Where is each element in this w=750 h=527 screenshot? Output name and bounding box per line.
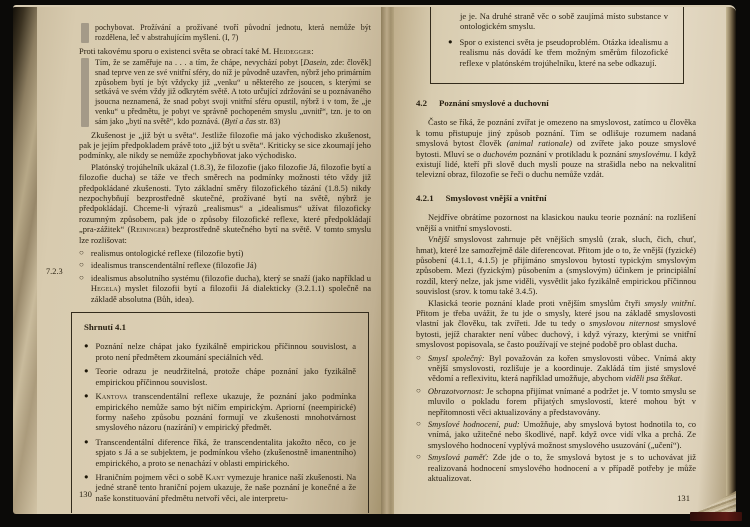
circle-bullet-icon: ○ xyxy=(416,419,421,428)
book-cover-edge xyxy=(690,512,742,521)
senses-list xyxy=(416,353,696,484)
page-edge-stack-right xyxy=(726,7,736,514)
list-item-text: Smyslové hodnocení, pud: Umožňuje, aby smyslová bytost hodnotila to, co vnímá, jako užitečné nebo škodlivé, např. když ovce vidí vlka a prchá. Ze smyslového hodnocení vyplývá možnost smyslového usuzování („učení“). xyxy=(427,419,696,450)
paragraph-heidegger-intro: Proti takovému sporu o existenci světa se obrací také M. Heidegger: xyxy=(79,45,314,56)
circle-bullet-icon: ○ xyxy=(416,385,421,395)
summary-continued-text: je je. Na druhé straně věc o sobě zaujímá místo substance v ontologickém smyslu. xyxy=(460,11,668,32)
summary-bullet-text: Transcendentální diference říká, že transcendentalita jakožto něco, co je spjato s Já a se subjektem, je podmínkou všeho (zkušenostně imanentního) empirického, a proto se nenachází v oblasti empirického. xyxy=(95,436,356,468)
left-page xyxy=(37,7,381,514)
list-item-text: Obrazotvornost: Je schopna přijímat vnímané a podržet je. V tomto smyslu se mluvilo o pokladu forem přijatých smyslovostí, které mohou být v nepřítomnosti věci aktualizovány a představovány. xyxy=(427,385,696,417)
margin-note: 7.2.3 xyxy=(46,267,63,276)
list-item xyxy=(79,260,371,270)
section-number: 4.2.1 xyxy=(416,192,434,203)
list-item-text: idealismus absolutního systému (filozofie ducha), který se snaží (jako například u Hegela) myslet filozofii bytí a filozofii Já dialekticky (3.2.1.1) společně na základě absolutna (Bůh, idea). xyxy=(90,272,371,304)
heidegger-quote-block xyxy=(81,58,371,127)
list-item xyxy=(79,273,371,304)
bullet-icon: ● xyxy=(84,471,89,481)
circle-bullet-icon: ○ xyxy=(416,352,421,362)
paragraph-vnejsi: Vnější smyslovost zahrnuje pět vnějších smyslů (zrak, sluch, čich, chuť, hmat), které lze samozřejmě dále diferencovat. Přitom jde o to, že vnější (fyzické) působení (4.1.1, 4.1.5) je přijímáno smyslovou bytostí typickým smyslovým způsobem. Mezi (fyzickým) působením a (smyslovým) účinkem je principiální rozdíl, který nelze, jak jsme viděli, vysvětlit jako fyzikálně empirickou příčinnou souvislost (srov. k tomu také 3.4.5). xyxy=(416,234,696,297)
list-item xyxy=(79,248,371,258)
circle-bullet-icon: ○ xyxy=(79,248,84,258)
summary-box-continued xyxy=(430,7,684,84)
summary-bullet-text: Hraničním pojmem věci o sobě Kant vymezuje hranice naší zkušenosti. Na jedné straně tento hraniční pojem ukazuje, že naše poznání je konečné a že naše konstituování předmětu netvoří věci, ale interpretu- xyxy=(95,471,356,503)
summary-bullet xyxy=(84,437,356,468)
summary-box-title: Shrnutí 4.1 xyxy=(84,322,127,333)
section-heading-4-2 xyxy=(416,98,696,108)
circle-bullet-icon: ○ xyxy=(416,452,421,462)
summary-bullet xyxy=(84,391,356,433)
summary-bullet xyxy=(84,472,356,503)
summary-bullet-text: Spor o existenci světa je pseudoproblém. Otázka idealismu a realismu nás dovádí ke třem možným směrům filozofické reflexe v platónském trojúhelníku, které na sebe odkazují. xyxy=(459,36,668,68)
section-title: Smyslovost vnější a vnitřní xyxy=(445,192,547,203)
section-title: Poznání smyslové a duchovní xyxy=(439,98,549,109)
paragraph-zkusenost: Zkušenost je „již být u světa“. Jestliže filozofie má jako východisko zkušenost, pak je jejím předpokladem právě toto „již být u světa“. Kriticky se sice zkoumají jeho podmínky, ale nikdy se nemůže zpochybňovat jako východisko. xyxy=(79,129,371,161)
list-item xyxy=(416,353,696,384)
reflexe-list xyxy=(79,248,371,304)
summary-bullet xyxy=(84,341,356,362)
list-item-text: Smysl společný: Byl považován za kořen smyslovosti vůbec. Vnímá akty vnější smyslovosti, rozlišuje je a koordinuje. Zakládá tím jisté smyslové vědomí a reflexivitu, která například umožňuje, abychom viděli psa štěkat. xyxy=(427,352,696,384)
paragraph-platonsky: Platónský trojúhelník ukázal (1.8.3), že filozofie (jako filozofie Já, filozofie bytí a filozofie ducha) se táže ve třech směrech na podmínky možnosti této vždy již předpokládané zkušenosti. Tyto základní směry filozofického tázání (1.8.5) nikdy nezpochybňují bezprostředně skutečné, prožívané bytí na světě, nýbrž je předpokládají. Chceme-li výrazů „realismus“ a „idealismus“ užívat filozoficky rozumným způsobem, pak jde o způsoby filozofické reflexe, které předpokládají „pra-zážitek“ (Reininger) bezprostředně skutečného bytí na světě. V tomto smyslu lze rozlišovat: xyxy=(79,161,371,245)
quote-text: pochybovat. Prožívání a prožívané tvoří původní jednotu, která nemůže být rozdělena, leč v abstrahujícím myšlení. (I, 7) xyxy=(95,23,371,42)
list-item xyxy=(416,452,696,483)
list-item-text: idealismus transcendentální reflexe (filozofie Já) xyxy=(90,260,257,271)
book-gutter xyxy=(381,7,394,514)
bullet-icon: ● xyxy=(84,391,89,401)
summary-bullet xyxy=(84,366,356,387)
list-item xyxy=(416,386,696,417)
quote-text: Tím, že se zaměřuje na . . . a tím, že chápe, nevychází pobyt [Dasein, zde: člověk] snad teprve ven ze své vnitřní sféry, do níž je původně uzavřen, nýbrž jeho primárním způsobem bytí je být vždycky již „venku“ u některého ze jsoucen, s kterými se setkává ve svém vždy již odkrytém světě. A toto určující zdržování se u poznávaného jsoucna neznamená, že snad pobyt svoji vnitřní sféru opustil, nýbrž i v tom, že „je venku“ u předmětu, je pobyt ve správně pochopeném smyslu „uvnitř“, tzn. je to on sám jako „bytí na světě“, kdo poznává. (Bytí a čas str. 83) xyxy=(95,58,372,126)
bullet-icon: ● xyxy=(448,36,453,46)
paragraph-nejdrive: Nejdříve obrátíme pozornost na klasickou nauku teorie poznání: na rozlišení vnější a vnitřní smyslovosti. xyxy=(416,212,696,233)
bullet-icon: ● xyxy=(84,341,89,351)
open-book xyxy=(13,5,736,514)
summary-bullet-text: Teorie odrazu je neudržitelná, protože chápe poznání jako fyzikálně empirickou příčinnou souvislost. xyxy=(95,366,356,387)
page-edge-stack-left xyxy=(13,7,37,514)
circle-bullet-icon: ○ xyxy=(79,272,84,282)
list-item xyxy=(416,419,696,450)
quote-marker-bar xyxy=(81,58,89,127)
quote-block-continued xyxy=(81,23,371,43)
paragraph-casto: Často se říká, že poznání zvířat je omezeno na smyslovost, zatímco u člověka k tomu přistupuje jiný způsob poznání. Tím se odlišuje rozumem nadaná smyslová bytost člověk (animal rationale) od zvířete jako pouze smyslové bytosti. Mluví se o duchovém poznání v protikladu k poznání smyslovému. I když existují lidé, kteří při slově duch myslí pouze na strašidla nebo na nekvalitní televizní obraz, filozofie se řeči o duchu nemůže vzdát. xyxy=(416,117,696,180)
page-number: 130 xyxy=(79,488,92,499)
page-number: 131 xyxy=(677,492,690,503)
summary-bullet-text: Kantova transcendentální reflexe ukazuje, že poznání jako podmínka empirického nemůže samo být ničím empirickým. Apriorní (neempirické) formy našeho způsobu poznání formují ve zkušenosti mnohotvárnost smyslového názoru (nazírání) v empirický předmět. xyxy=(95,391,356,433)
list-item-text: realismus ontologické reflexe (filozofie bytí) xyxy=(90,248,244,259)
paragraph-klasicka: Klasická teorie poznání klade proti vnějším smyslům čtyři smysly vnitřní. Přitom je třeba uvážit, že tu jde o smysly, které jsou na základě smyslovosti vlastní jak člověku, tak zvířeti. Jde tu tedy o smyslovou niternost smyslové bytosti, jejíž charakter není vůbec duchový, i když výrazy, kterými se vnitřní smyslovost popisovala, se často používají ve stejné podobě pro oblast ducha. xyxy=(416,297,697,350)
list-item-text: Smyslová paměť: Zde jde o to, že smyslová bytost je s to uchovávat již realizovaná hodnocení smyslového hodnocení a v případě potřeby je může aktualizovat. xyxy=(427,452,696,484)
section-number: 4.2 xyxy=(416,98,427,109)
summary-bullet-text: Poznání nelze chápat jako fyzikálně empirickou příčinnou souvislost, a proto není předmětem zkoumání speciálních věd. xyxy=(95,341,356,362)
summary-bullet xyxy=(448,37,668,68)
summary-box xyxy=(71,312,369,513)
bullet-icon: ● xyxy=(84,436,89,446)
bullet-icon: ● xyxy=(84,366,89,376)
section-heading-4-2-1 xyxy=(416,193,696,203)
circle-bullet-icon: ○ xyxy=(79,260,84,270)
right-page xyxy=(394,7,726,514)
quote-marker-bar xyxy=(81,23,89,43)
